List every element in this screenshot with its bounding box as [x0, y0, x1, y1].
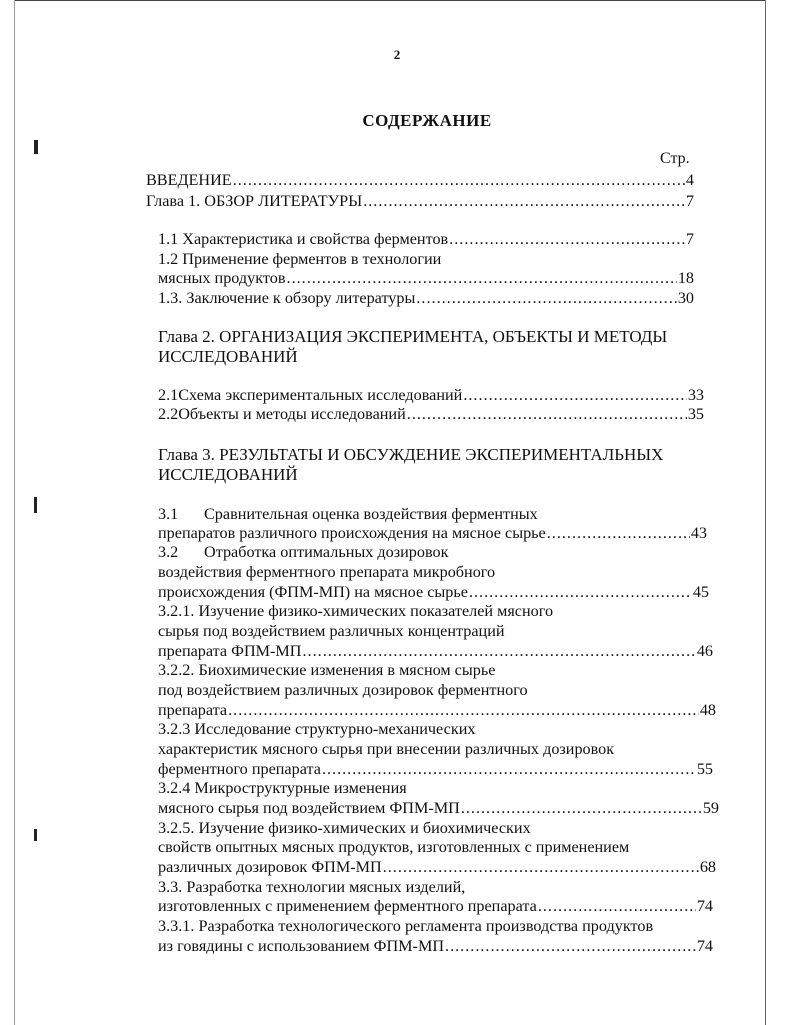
toc-entry-text: мясного сырья под воздействием ФПМ-МП — [158, 799, 460, 817]
toc-entry-line: под воздействием различных дозировок ферментного — [158, 681, 528, 699]
toc-entry-text: препарата — [158, 701, 228, 719]
toc-entry — [158, 230, 694, 249]
toc-entry-line — [158, 505, 538, 524]
toc-entry-page: 59 — [702, 799, 719, 817]
toc-entry-line: 1.2 Применение ферментов в технологии — [158, 250, 442, 268]
toc-entry-text: различных дозировок ФПМ-МП — [158, 858, 382, 876]
scan-border-left — [14, 0, 15, 1025]
toc-entry-line: 3.2.4 Микроструктурные изменения — [158, 779, 407, 797]
toc-entry — [158, 524, 707, 543]
toc-entry-text: Глава 1. ОБЗОР ЛИТЕРАТУРЫ — [146, 192, 363, 210]
toc-chapter-2-heading: Глава 2. ОРГАНИЗАЦИЯ ЭКСПЕРИМЕНТА, ОБЪЕКТЫ И МЕТОДЫ — [158, 327, 668, 346]
toc-entry-text: происхождения (ФПМ-МП) на мясное сырье — [158, 583, 468, 601]
toc-entry-text: мясных продуктов — [158, 269, 286, 287]
toc-entry-page: 45 — [692, 583, 709, 601]
toc-entry-text: ферментного препарата — [158, 760, 321, 778]
scan-artifact — [34, 140, 38, 154]
scan-artifact — [34, 829, 37, 841]
toc-entry-page: 68 — [699, 858, 716, 876]
toc-entry-page: 48 — [699, 701, 716, 719]
toc-entry-line: воздействия ферментного препарата микробного — [158, 563, 496, 581]
toc-entry-number: 2.1 — [158, 386, 179, 404]
toc-entry — [158, 642, 713, 661]
toc-entry — [158, 937, 713, 956]
toc-entry — [158, 760, 713, 779]
toc-entry-line: 3.2.3 Исследование структурно-механических — [158, 720, 476, 738]
toc-chapter-2-heading: ИССЛЕДОВАНИЙ — [158, 347, 298, 366]
toc-entry-page: 7 — [685, 230, 694, 248]
toc-entry-text: Сравнительная оценка воздействия ферментных — [204, 505, 538, 523]
scan-border-right — [765, 0, 766, 1025]
page-column-label: Стр. — [660, 150, 690, 167]
toc-entry-page: 18 — [677, 269, 694, 287]
toc-entry — [158, 583, 709, 602]
toc-entry-page: 74 — [696, 937, 713, 955]
toc-entry-text: 1.1 Характеристика и свойства ферментов — [158, 230, 449, 248]
toc-entry — [158, 386, 704, 405]
toc-entry-page: 46 — [696, 642, 713, 660]
toc-entry — [158, 289, 694, 308]
toc-entry-intro — [146, 171, 694, 190]
toc-entry-line: 3.3. Разработка технологии мясных изделий, — [158, 878, 466, 896]
toc-chapter-1 — [146, 192, 694, 211]
toc-entry-text: Схема экспериментальных исследований — [178, 386, 463, 404]
toc-entry-text: ВВЕДЕНИЕ — [146, 171, 232, 189]
toc-entry-text: препарата ФПМ-МП — [158, 642, 302, 660]
toc-entry-text: из говядины с использованием ФПМ-МП — [158, 937, 445, 955]
toc-entry-line: характеристик мясного сырья при внесении различных дозировок — [158, 740, 615, 758]
toc-entry-line: 3.2.5. Изучение физико-химических и биохимических — [158, 819, 531, 837]
toc-chapter-3-heading: Глава 3. РЕЗУЛЬТАТЫ И ОБСУЖДЕНИЕ ЭКСПЕРИМЕНТАЛЬНЫХ — [158, 445, 664, 464]
toc-entry-page: 74 — [696, 897, 713, 915]
toc-entry-page: 30 — [677, 289, 694, 307]
toc-entry-page: 35 — [687, 405, 704, 423]
scan-border-top — [14, 0, 766, 1]
toc-entry-line: 3.2.2. Биохимические изменения в мясном сырье — [158, 661, 496, 679]
toc-entry-line: свойств опытных мясных продуктов, изготовленных с применением — [158, 838, 630, 856]
toc-chapter-3-heading: ИССЛЕДОВАНИЙ — [158, 465, 298, 484]
toc-entry-line — [158, 543, 448, 562]
toc-entry — [158, 405, 704, 424]
toc-entry — [158, 858, 716, 877]
toc-entry-number: 2.2 — [158, 405, 179, 423]
toc-entry-page: 7 — [685, 192, 694, 210]
toc-entry — [158, 269, 694, 288]
toc-entry-text: препаратов различного происхождения на мясное сырье — [158, 524, 546, 542]
toc-entry — [158, 701, 716, 720]
toc-entry-text: 1.3. Заключение к обзору литературы — [158, 289, 416, 307]
toc-entry — [158, 897, 713, 916]
toc-entry-line: сырья под воздействием различных концентраций — [158, 622, 505, 640]
toc-entry-page: 55 — [696, 760, 713, 778]
toc-entry — [158, 799, 719, 818]
toc-entry-text: Отработка оптимальных дозировок — [204, 543, 449, 561]
toc-entry-number: 3.1 — [158, 505, 179, 523]
toc-entry-number: 3.2 — [158, 543, 179, 561]
toc-entry-page: 43 — [690, 524, 707, 542]
toc-entry-text: изготовленных с применением ферментного препарата — [158, 897, 537, 915]
toc-entry-page: 33 — [687, 386, 704, 404]
toc-entry-page: 4 — [685, 171, 694, 189]
toc-entry-line: 3.3.1. Разработка технологического регламента производства продуктов — [158, 917, 654, 935]
page-number: 2 — [393, 47, 401, 62]
scan-artifact — [34, 497, 37, 513]
toc-entry-text: Объекты и методы исследований — [178, 405, 406, 423]
page-title: СОДЕРЖАНИЕ — [362, 111, 492, 130]
toc-entry-line: 3.2.1. Изучение физико-химических показателей мясного — [158, 602, 554, 620]
